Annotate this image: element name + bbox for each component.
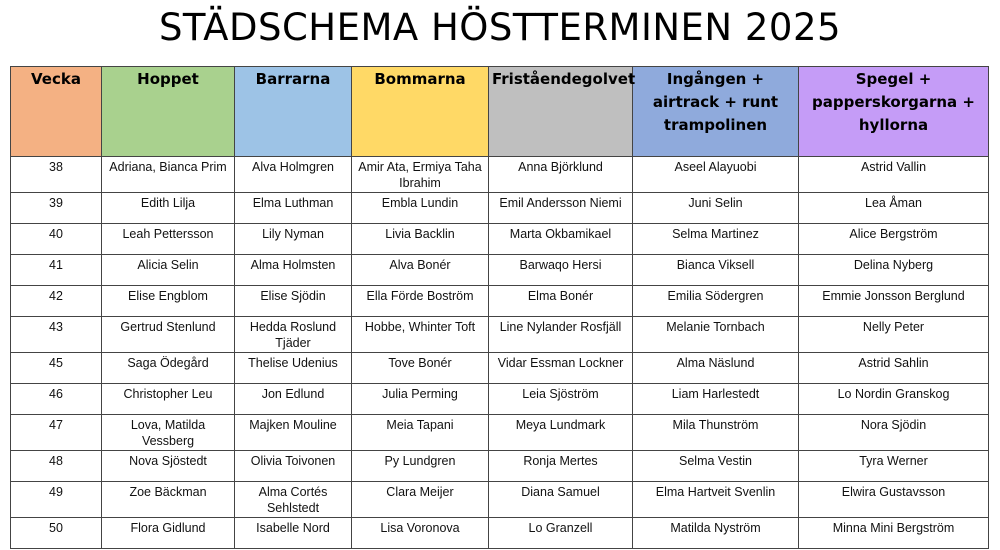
table-row	[11, 286, 989, 317]
cell-barrarna: Alma Cortés Sehlstedt	[235, 482, 352, 518]
cell-week: 46	[11, 384, 102, 415]
header-fristaendegolvet: Friståendegolvet	[489, 67, 633, 157]
cell-fristaendegolvet: Vidar Essman Lockner	[489, 353, 633, 384]
cell-fristaendegolvet: Marta Okbamikael	[489, 224, 633, 255]
cell-spegel: Astrid Sahlin	[799, 353, 989, 384]
cell-barrarna: Lily Nyman	[235, 224, 352, 255]
cell-ingangen: Selma Vestin	[633, 451, 799, 482]
cell-bommarna: Livia Backlin	[352, 224, 489, 255]
cell-spegel: Lea Åman	[799, 193, 989, 224]
cell-fristaendegolvet: Emil Andersson Niemi	[489, 193, 633, 224]
header-row	[11, 67, 989, 157]
cell-hoppet: Nova Sjöstedt	[102, 451, 235, 482]
cell-week: 41	[11, 255, 102, 286]
cell-spegel: Astrid Vallin	[799, 157, 989, 193]
cell-bommarna: Ella Förde Boström	[352, 286, 489, 317]
cell-hoppet: Lova, Matilda Vessberg	[102, 415, 235, 451]
cell-barrarna: Elise Sjödin	[235, 286, 352, 317]
cell-bommarna: Meia Tapani	[352, 415, 489, 451]
table-row	[11, 415, 989, 451]
cell-ingangen: Emilia Södergren	[633, 286, 799, 317]
table-row	[11, 518, 989, 549]
header-vecka: Vecka	[11, 67, 102, 157]
cell-week: 38	[11, 157, 102, 193]
cell-bommarna: Clara Meijer	[352, 482, 489, 518]
cell-bommarna: Embla Lundin	[352, 193, 489, 224]
header-spegel: Spegel + papperskorgarna + hyllorna	[799, 67, 989, 157]
cell-bommarna: Py Lundgren	[352, 451, 489, 482]
cell-hoppet: Zoe Bäckman	[102, 482, 235, 518]
cell-hoppet: Adriana, Bianca Prim	[102, 157, 235, 193]
cell-hoppet: Elise Engblom	[102, 286, 235, 317]
table-row	[11, 193, 989, 224]
cell-hoppet: Alicia Selin	[102, 255, 235, 286]
table-row	[11, 482, 989, 518]
cell-ingangen: Mila Thunström	[633, 415, 799, 451]
cell-ingangen: Aseel Alayuobi	[633, 157, 799, 193]
cell-spegel: Delina Nyberg	[799, 255, 989, 286]
schedule-body	[11, 157, 989, 549]
header-ingangen: Ingången + airtrack + runt trampolinen	[633, 67, 799, 157]
cell-fristaendegolvet: Line Nylander Rosfjäll	[489, 317, 633, 353]
cell-hoppet: Saga Ödegård	[102, 353, 235, 384]
table-row	[11, 317, 989, 353]
cell-week: 50	[11, 518, 102, 549]
cell-spegel: Emmie Jonsson Berglund	[799, 286, 989, 317]
cell-bommarna: Alva Bonér	[352, 255, 489, 286]
cleaning-schedule-table	[10, 66, 989, 549]
cell-hoppet: Edith Lilja	[102, 193, 235, 224]
table-row	[11, 384, 989, 415]
cell-fristaendegolvet: Diana Samuel	[489, 482, 633, 518]
cell-bommarna: Amir Ata, Ermiya Taha Ibrahim	[352, 157, 489, 193]
cell-hoppet: Gertrud Stenlund	[102, 317, 235, 353]
cell-barrarna: Alva Holmgren	[235, 157, 352, 193]
cell-bommarna: Lisa Voronova	[352, 518, 489, 549]
cell-barrarna: Hedda Roslund Tjäder	[235, 317, 352, 353]
cell-bommarna: Julia Perming	[352, 384, 489, 415]
cell-barrarna: Alma Holmsten	[235, 255, 352, 286]
cell-ingangen: Melanie Tornbach	[633, 317, 799, 353]
cell-fristaendegolvet: Lo Granzell	[489, 518, 633, 549]
cell-ingangen: Bianca Viksell	[633, 255, 799, 286]
table-row	[11, 255, 989, 286]
cell-barrarna: Majken Mouline	[235, 415, 352, 451]
cell-hoppet: Flora Gidlund	[102, 518, 235, 549]
cell-spegel: Nelly Peter	[799, 317, 989, 353]
table-row	[11, 451, 989, 482]
cell-ingangen: Juni Selin	[633, 193, 799, 224]
cell-barrarna: Jon Edlund	[235, 384, 352, 415]
cell-week: 48	[11, 451, 102, 482]
cell-barrarna: Thelise Udenius	[235, 353, 352, 384]
cell-bommarna: Tove Bonér	[352, 353, 489, 384]
cell-week: 43	[11, 317, 102, 353]
cell-fristaendegolvet: Ronja Mertes	[489, 451, 633, 482]
cell-ingangen: Alma Näslund	[633, 353, 799, 384]
cell-spegel: Minna Mini Bergström	[799, 518, 989, 549]
cell-hoppet: Christopher Leu	[102, 384, 235, 415]
header-bommarna: Bommarna	[352, 67, 489, 157]
cell-barrarna: Elma Luthman	[235, 193, 352, 224]
cell-spegel: Alice Bergström	[799, 224, 989, 255]
cell-spegel: Nora Sjödin	[799, 415, 989, 451]
cell-spegel: Elwira Gustavsson	[799, 482, 989, 518]
cell-week: 45	[11, 353, 102, 384]
cell-fristaendegolvet: Leia Sjöström	[489, 384, 633, 415]
cell-ingangen: Elma Hartveit Svenlin	[633, 482, 799, 518]
cell-ingangen: Liam Harlestedt	[633, 384, 799, 415]
cell-fristaendegolvet: Meya Lundmark	[489, 415, 633, 451]
cell-fristaendegolvet: Anna Björklund	[489, 157, 633, 193]
table-row	[11, 157, 989, 193]
header-hoppet: Hoppet	[102, 67, 235, 157]
document-title: STÄDSCHEMA HÖSTTERMINEN 2025	[158, 6, 842, 49]
cell-fristaendegolvet: Elma Bonér	[489, 286, 633, 317]
cell-week: 39	[11, 193, 102, 224]
cell-bommarna: Hobbe, Whinter Toft	[352, 317, 489, 353]
cell-hoppet: Leah Pettersson	[102, 224, 235, 255]
cell-barrarna: Isabelle Nord	[235, 518, 352, 549]
cell-spegel: Lo Nordin Granskog	[799, 384, 989, 415]
cell-ingangen: Selma Martinez	[633, 224, 799, 255]
cell-week: 47	[11, 415, 102, 451]
table-row	[11, 224, 989, 255]
table-row	[11, 353, 989, 384]
cell-week: 49	[11, 482, 102, 518]
header-barrarna: Barrarna	[235, 67, 352, 157]
cell-barrarna: Olivia Toivonen	[235, 451, 352, 482]
cell-spegel: Tyra Werner	[799, 451, 989, 482]
cell-ingangen: Matilda Nyström	[633, 518, 799, 549]
cell-week: 40	[11, 224, 102, 255]
cell-fristaendegolvet: Barwaqo Hersi	[489, 255, 633, 286]
cell-week: 42	[11, 286, 102, 317]
